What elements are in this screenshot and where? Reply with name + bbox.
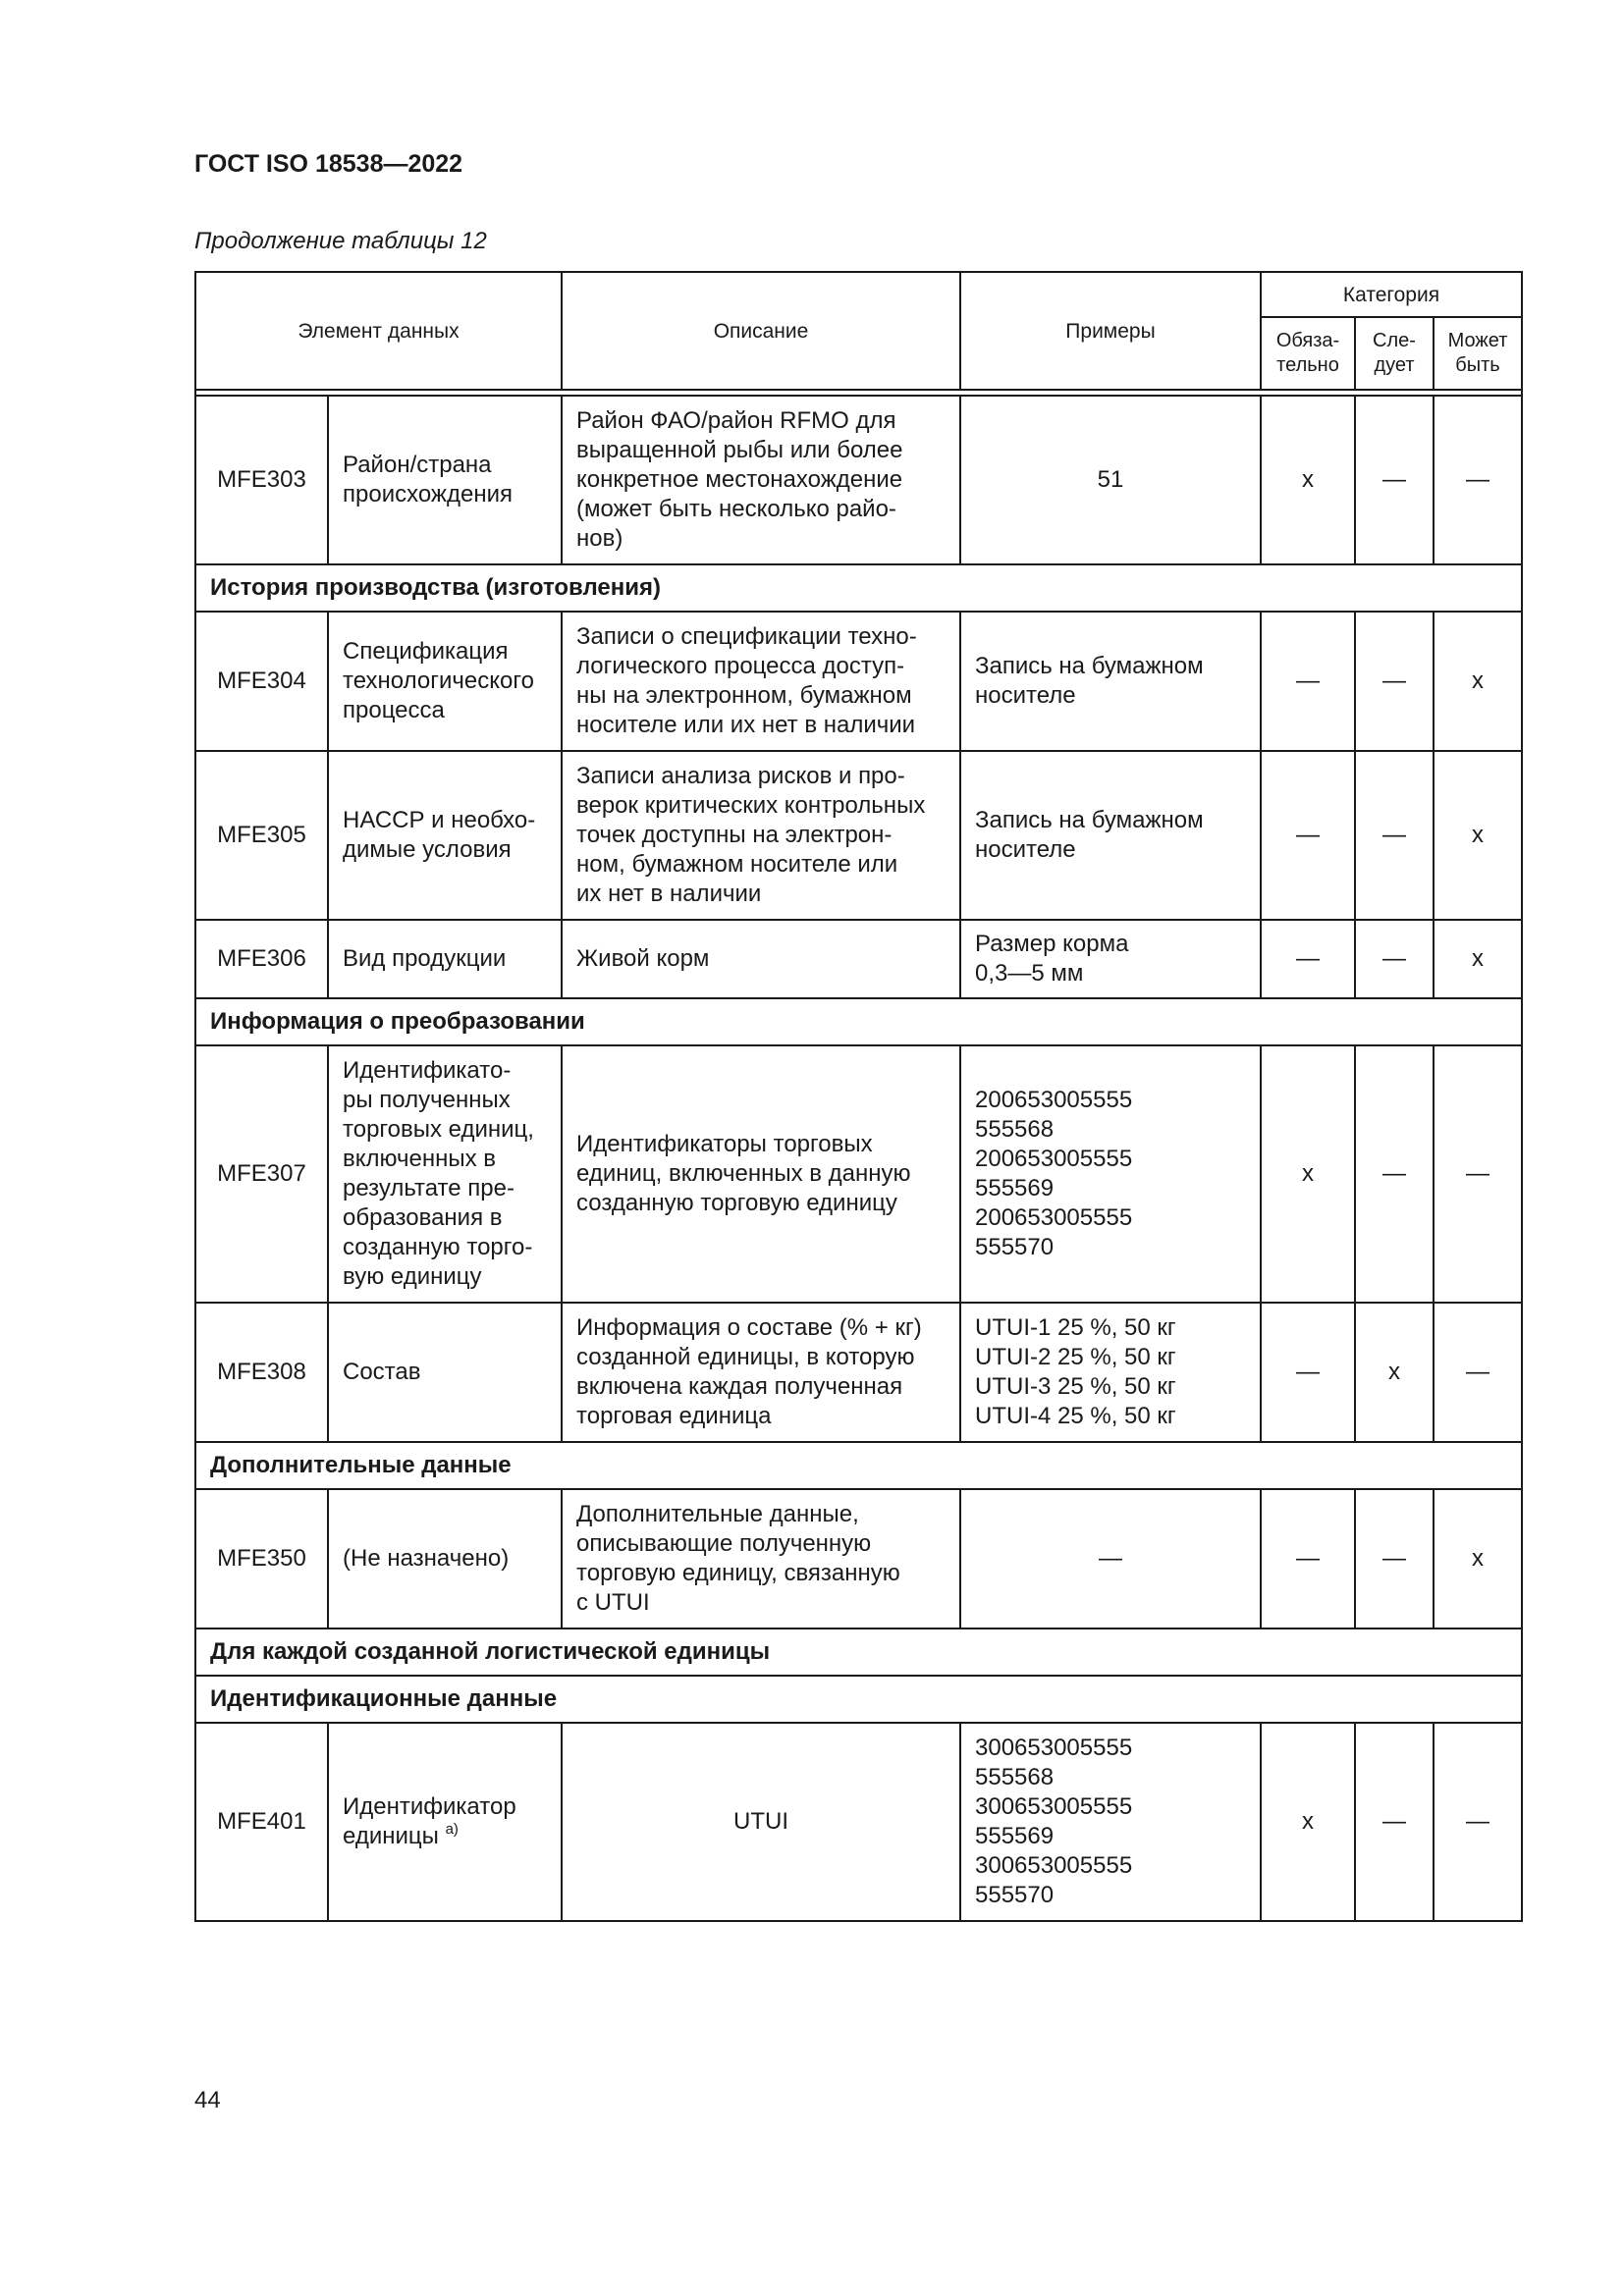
- table-row: [195, 751, 1522, 920]
- element-name: Вид продукции: [328, 920, 562, 998]
- element-example: —: [960, 1489, 1261, 1629]
- element-description: Живой корм: [562, 920, 960, 998]
- element-description: Записи о спецификации техно- логического процесса доступ- ны на электронном, бумажном носителе или их нет в наличии: [562, 612, 960, 751]
- element-code: MFE304: [195, 612, 328, 751]
- category-should: —: [1355, 1723, 1434, 1921]
- element-description: UTUI: [562, 1723, 960, 1921]
- section-heading-transformation: Информация о преобразовании: [195, 998, 1522, 1045]
- element-example: Запись на бумажном носителе: [960, 612, 1261, 751]
- element-example: Размер корма 0,3—5 мм: [960, 920, 1261, 998]
- element-code: MFE307: [195, 1045, 328, 1303]
- category-should: —: [1355, 751, 1434, 920]
- category-may: —: [1434, 1045, 1522, 1303]
- section-row: [195, 1676, 1522, 1723]
- element-example: Запись на бумажном носителе: [960, 751, 1261, 920]
- element-description: Информация о составе (% + кг) созданной единицы, в которую включена каждая полученная торговая единица: [562, 1303, 960, 1442]
- section-heading-additional: Дополнительные данные: [195, 1442, 1522, 1489]
- column-header-category: Категория: [1261, 272, 1522, 317]
- table-row: [195, 396, 1522, 564]
- section-row: [195, 1629, 1522, 1676]
- category-mandatory: —: [1261, 1489, 1355, 1629]
- category-mandatory: —: [1261, 612, 1355, 751]
- element-name: Спецификация технологического процесса: [328, 612, 562, 751]
- table-row: [195, 612, 1522, 751]
- category-should: x: [1355, 1303, 1434, 1442]
- element-description: Записи анализа рисков и про- верок критических контрольных точек доступны на электрон- ном, бумажном носителе или их нет в наличии: [562, 751, 960, 920]
- element-name: НАССР и необхо- димые условия: [328, 751, 562, 920]
- category-mandatory: x: [1261, 1045, 1355, 1303]
- element-name: Район/страна происхождения: [328, 396, 562, 564]
- footnote-marker: а): [445, 1821, 459, 1838]
- element-example: 300653005555 555568 300653005555 555569 300653005555 555570: [960, 1723, 1261, 1921]
- category-should: —: [1355, 920, 1434, 998]
- section-heading-logistic: Для каждой созданной логистической единицы: [195, 1629, 1522, 1676]
- category-should: —: [1355, 612, 1434, 751]
- category-may: —: [1434, 1303, 1522, 1442]
- column-header-may: Может быть: [1434, 317, 1522, 390]
- element-name: Идентификато- ры полученных торговых единиц, включенных в результате пре- образования в созданную торго- вую единицу: [328, 1045, 562, 1303]
- data-table: [194, 271, 1523, 1922]
- section-heading-production: История производства (изготовления): [195, 564, 1522, 612]
- element-description: Идентификаторы торговых единиц, включенных в данную созданную торговую единицу: [562, 1045, 960, 1303]
- column-header-examples: Примеры: [960, 272, 1261, 390]
- category-should: —: [1355, 396, 1434, 564]
- element-code: MFE350: [195, 1489, 328, 1629]
- category-may: x: [1434, 751, 1522, 920]
- category-mandatory: —: [1261, 1303, 1355, 1442]
- element-code: MFE305: [195, 751, 328, 920]
- element-description: Район ФАО/район RFMO для выращенной рыбы или более конкретное местонахождение (может быть несколько райо- нов): [562, 396, 960, 564]
- category-mandatory: —: [1261, 920, 1355, 998]
- column-header-element: Элемент данных: [195, 272, 562, 390]
- column-header-mandatory: Обяза- тельно: [1261, 317, 1355, 390]
- category-may: x: [1434, 612, 1522, 751]
- element-code: MFE308: [195, 1303, 328, 1442]
- category-should: —: [1355, 1045, 1434, 1303]
- category-mandatory: —: [1261, 751, 1355, 920]
- section-row: [195, 998, 1522, 1045]
- element-description: Дополнительные данные, описывающие полученную торговую единицу, связанную с UTUI: [562, 1489, 960, 1629]
- category-may: —: [1434, 1723, 1522, 1921]
- category-may: x: [1434, 920, 1522, 998]
- table-row: [195, 1045, 1522, 1303]
- table-caption: Продолжение таблицы 12: [194, 228, 487, 254]
- element-name: Идентификатор единицы $^{а)}$: [328, 1723, 562, 1921]
- element-code: MFE303: [195, 396, 328, 564]
- element-code: MFE401: [195, 1723, 328, 1921]
- table-header-row: [195, 272, 1522, 317]
- element-example: UTUI-1 25 %, 50 кг UTUI-2 25 %, 50 кг UTUI-3 25 %, 50 кг UTUI-4 25 %, 50 кг: [960, 1303, 1261, 1442]
- category-mandatory: x: [1261, 1723, 1355, 1921]
- section-row: [195, 564, 1522, 612]
- category-mandatory: x: [1261, 396, 1355, 564]
- element-code: MFE306: [195, 920, 328, 998]
- category-should: —: [1355, 1489, 1434, 1629]
- table-row: [195, 920, 1522, 998]
- section-heading-identification: Идентификационные данные: [195, 1676, 1522, 1723]
- column-header-should: Сле- дует: [1355, 317, 1434, 390]
- table-row: [195, 1723, 1522, 1921]
- table-row: [195, 1303, 1522, 1442]
- column-header-description: Описание: [562, 272, 960, 390]
- table-row: [195, 1489, 1522, 1629]
- element-example: 200653005555 555568 200653005555 555569 200653005555 555570: [960, 1045, 1261, 1303]
- category-may: —: [1434, 396, 1522, 564]
- element-name: Состав: [328, 1303, 562, 1442]
- document-header: ГОСТ ISO 18538—2022: [194, 150, 463, 178]
- element-name: (Не назначено): [328, 1489, 562, 1629]
- element-example: 51: [960, 396, 1261, 564]
- category-may: x: [1434, 1489, 1522, 1629]
- page-number: 44: [194, 2087, 221, 2113]
- section-row: [195, 1442, 1522, 1489]
